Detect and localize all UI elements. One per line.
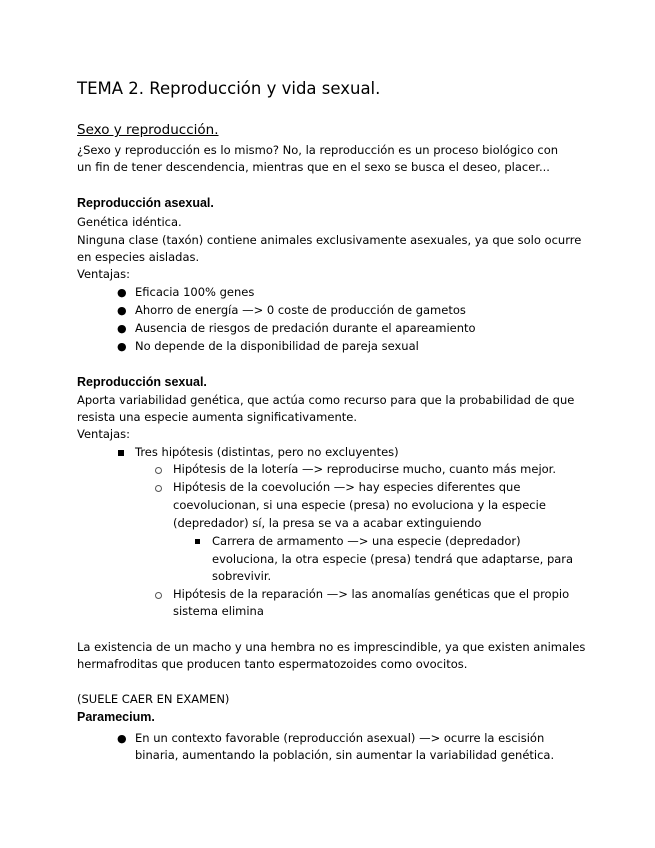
heading-paramecium: Paramecium. bbox=[77, 710, 155, 724]
list-item: Eficacia 100% genes bbox=[135, 285, 255, 299]
bullet-dot-icon: ● bbox=[117, 322, 127, 335]
paragraph-line: Aporta variabilidad genética, que actúa como recurso para que la probabilidad de que bbox=[77, 393, 575, 407]
square-bullet-icon bbox=[118, 450, 124, 456]
list-item: No depende de la disponibilidad de pareja sexual bbox=[135, 339, 419, 353]
paragraph-line: en especies aisladas. bbox=[77, 250, 200, 264]
list-item: Hipótesis de la reparación —> las anomalías genéticas que el propio bbox=[173, 587, 570, 601]
list-item: Carrera de armamento —> una especie (depredador) bbox=[212, 534, 521, 548]
heading-reproduccion-asexual: Reproducción asexual. bbox=[77, 196, 214, 210]
bullet-dot-icon: ● bbox=[117, 732, 127, 745]
heading-reproduccion-sexual: Reproducción sexual. bbox=[77, 375, 207, 389]
paragraph-line: ¿Sexo y reproducción es lo mismo? No, la reproducción es un proceso biológico con bbox=[77, 143, 559, 157]
bullet-dot-icon: ● bbox=[117, 304, 127, 317]
paragraph-line: resista una especie aumenta significativamente. bbox=[77, 410, 357, 424]
heading-sexo-reproduccion: Sexo y reproducción. bbox=[77, 122, 219, 138]
paragraph-line: Genética idéntica. bbox=[77, 215, 182, 229]
list-item: Ausencia de riesgos de predación durante el apareamiento bbox=[135, 321, 476, 335]
list-item-continuation: sistema elimina bbox=[173, 604, 264, 618]
list-item: Tres hipótesis (distintas, pero no excluyentes) bbox=[135, 445, 399, 459]
paragraph-line: hermafroditas que producen tanto espermatozoides como ovocitos. bbox=[77, 657, 468, 671]
list-item-continuation: binaria, aumentando la población, sin aumentar la variabilidad genética. bbox=[135, 748, 555, 762]
ventajas-label: Ventajas: bbox=[77, 267, 131, 281]
paragraph-line: Ninguna clase (taxón) contiene animales exclusivamente asexuales, ya que solo ocurre bbox=[77, 233, 582, 247]
list-item: Hipótesis de la lotería —> reproducirse mucho, cuanto más mejor. bbox=[173, 462, 557, 476]
list-item: Hipótesis de la coevolución —> hay especies diferentes que bbox=[173, 480, 521, 494]
list-item-continuation: evoluciona, la otra especie (presa) tendrá que adaptarse, para bbox=[212, 552, 574, 566]
square-bullet-icon bbox=[195, 539, 200, 544]
circle-bullet-icon bbox=[155, 467, 162, 474]
paragraph-line: un fin de tener descendencia, mientras que en el sexo se busca el deseo, placer... bbox=[77, 160, 550, 174]
list-item-continuation: coevolucionan, si una especie (presa) no evoluciona y la especie bbox=[173, 498, 546, 512]
paragraph-line: La existencia de un macho y una hembra no es imprescindible, ya que existen animales bbox=[77, 640, 586, 654]
list-item: Ahorro de energía —> 0 coste de producción de gametos bbox=[135, 303, 466, 317]
list-item: En un contexto favorable (reproducción asexual) —> ocurre la escisión bbox=[135, 731, 545, 745]
circle-bullet-icon bbox=[155, 485, 162, 492]
page-title: TEMA 2. Reproducción y vida sexual. bbox=[77, 79, 381, 98]
circle-bullet-icon bbox=[155, 592, 162, 599]
list-item-continuation: (depredador) sí, la presa se va a acabar extinguiendo bbox=[173, 516, 482, 530]
exam-note: (SUELE CAER EN EXAMEN) bbox=[77, 692, 230, 706]
bullet-dot-icon: ● bbox=[117, 286, 127, 299]
ventajas-label: Ventajas: bbox=[77, 427, 131, 441]
bullet-dot-icon: ● bbox=[117, 340, 127, 353]
list-item-continuation: sobrevivir. bbox=[212, 569, 272, 583]
